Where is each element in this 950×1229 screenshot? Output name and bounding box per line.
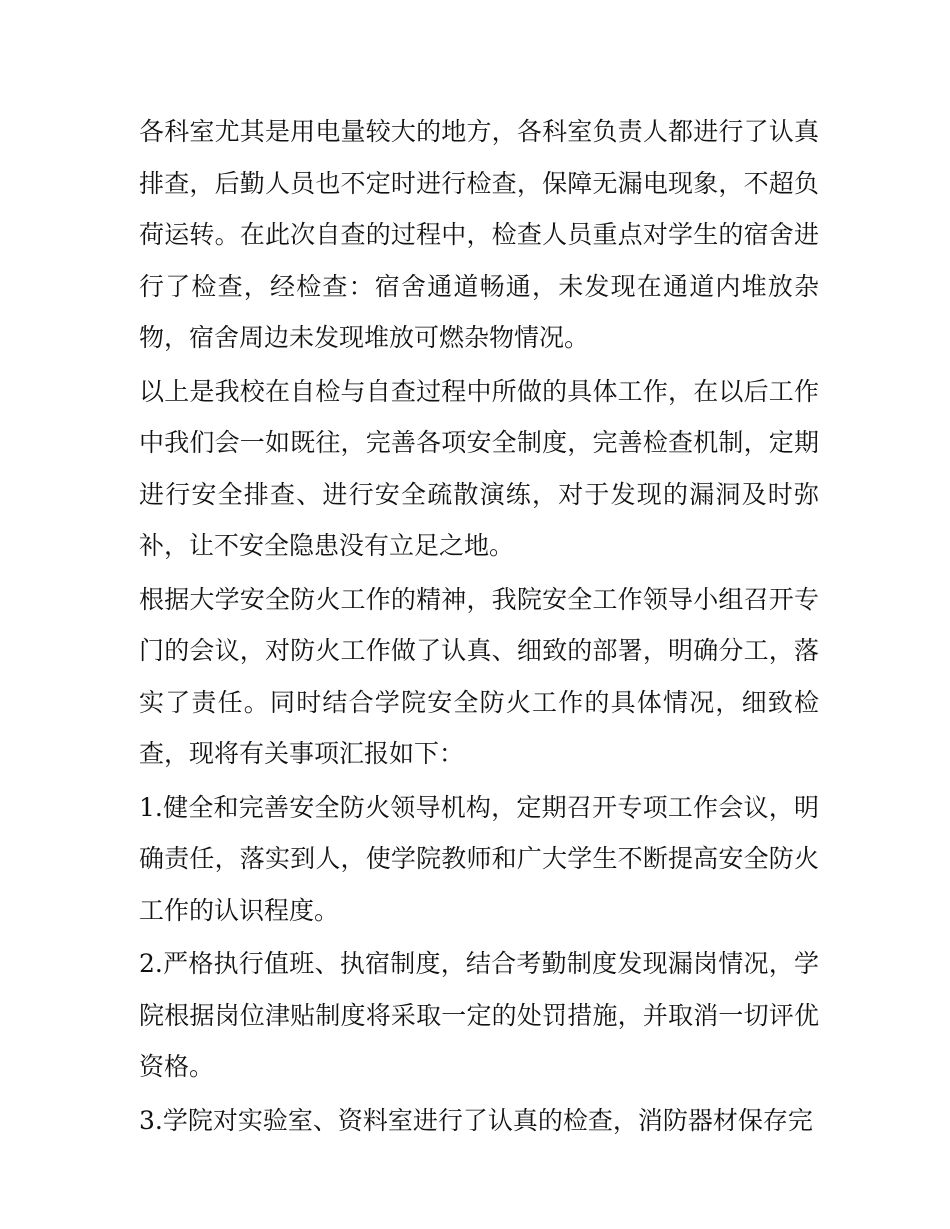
paragraph-5: 2.严格执行值班、执宿制度，结合考勤制度发现漏岗情况，学院根据岗位津贴制度将采取一定的处罚措施，并取消一切评优资格。 [139,949,819,1081]
paragraph-2: 以上是我校在自检与自查过程中所做的具体工作，在以后工作中我们会一如既往，完善各项安全制度，完善检查机制，定期进行安全排查、进行安全疏散演练，对于发现的漏洞及时弥补，让不安全隐患没有立足之地。 [139,376,819,560]
document-body [139,106,819,1148]
paragraph-3: 根据大学安全防火工作的精神，我院安全工作领导小组召开专门的会议，对防火工作做了认真、细致的部署，明确分工，落实了责任。同时结合学院安全防火工作的具体情况，细致检查，现将有关事项汇报如下： [139,584,819,768]
paragraph-1: 各科室尤其是用电量较大的地方，各科室负责人都进行了认真排查，后勤人员也不定时进行检查，保障无漏电现象，不超负荷运转。在此次自查的过程中，检查人员重点对学生的宿舍进行了检查，经检查：宿舍通道畅通，未发现在通道内堆放杂物，宿舍周边未发现堆放可燃杂物情况。 [139,117,819,352]
paragraph-4: 1.健全和完善安全防火领导机构，定期召开专项工作会议，明确责任，落实到人，使学院教师和广大学生不断提高安全防火工作的认识程度。 [139,792,819,925]
paragraph-6: 3.学院对实验室、资料室进行了认真的检查，消防器材保存完 [139,1105,813,1135]
